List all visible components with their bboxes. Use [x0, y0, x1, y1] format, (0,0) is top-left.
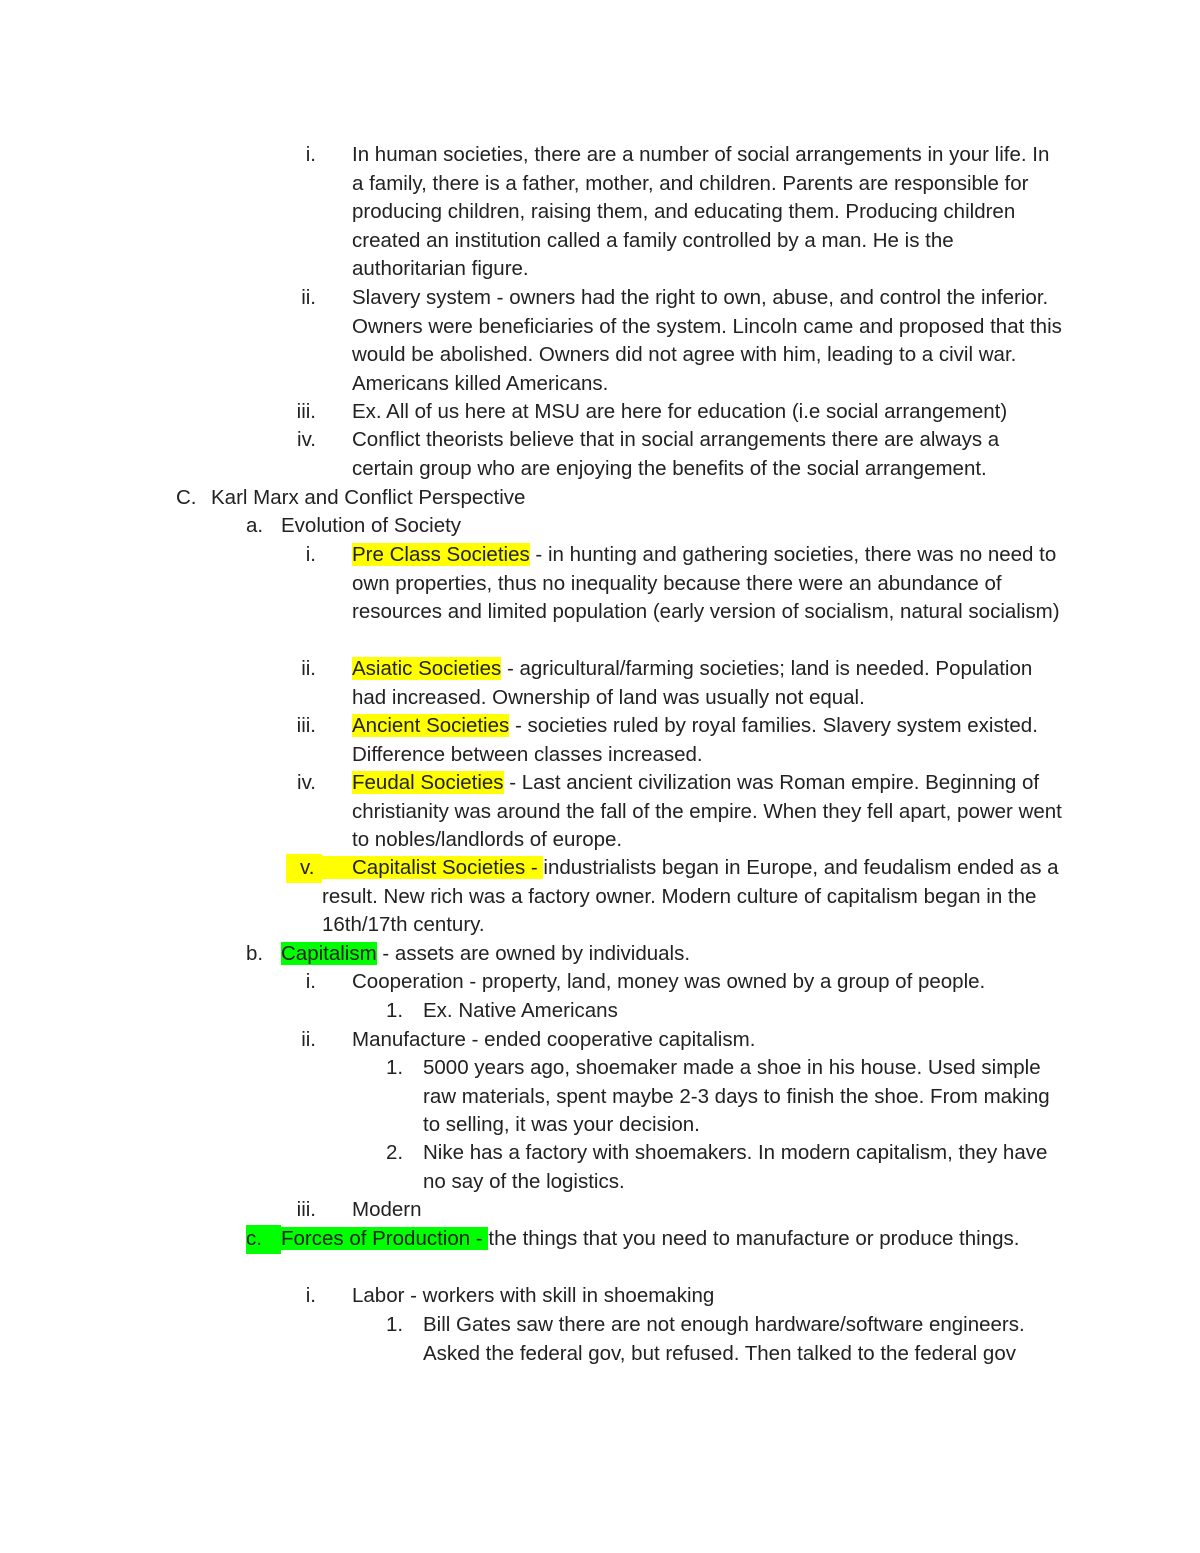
list-marker: iii. [296, 400, 316, 423]
list-item [286, 426, 1062, 483]
list-marker: b. [246, 942, 264, 965]
list-marker: v. [286, 854, 322, 883]
highlighted-term: Pre Class Societies [352, 543, 530, 566]
list-marker: ii. [301, 1028, 316, 1051]
society-item-capitalist [286, 854, 1062, 940]
society-item-asiatic [286, 655, 1062, 712]
list-marker: c. [246, 1225, 281, 1254]
subsection-text: the things that you need to manufacture or produce things. [488, 1227, 1020, 1250]
list-item-text: industrialists began in Europe, and feudalism ended as a result. New rich was a factory owner. Modern culture of capitalism began in the 16th/17th century. [322, 856, 1059, 936]
list-item-text: - societies ruled by royal families. Slavery system existed. Difference between classes increased. [352, 714, 1038, 766]
list-marker: i. [305, 143, 316, 166]
list-item-text: Manufacture - ended cooperative capitalism. [352, 1028, 756, 1051]
highlighted-term: Ancient Societies [352, 714, 510, 737]
subsection-forces-of-production [246, 1225, 1056, 1254]
list-item-text: 5000 years ago, shoemaker made a shoe in his house. Used simple raw materials, spent maybe 2-3 days to finish the shoe. From making to selling, it was your decision. [423, 1056, 1050, 1136]
list-marker: 1. [386, 1313, 404, 1336]
list-marker: ii. [301, 286, 316, 309]
list-marker: iv. [297, 771, 316, 794]
list-marker: iv. [297, 428, 316, 451]
highlighted-term: Asiatic Societies [352, 657, 502, 680]
list-item-labor-example [386, 1311, 1066, 1368]
list-item-text: - in hunting and gathering societies, there was no need to own properties, thus no inequality because there were an abundance of resources and limited population (early version of socialism, natural socialism) [352, 543, 1060, 623]
list-item-text: Slavery system - owners had the right to own, abuse, and control the inferior. Owners were beneficiaries of the system. Lincoln came and proposed that this would be abolished. Owners did not agree with him, leading to a civil war. Americans killed Americans. [352, 286, 1062, 395]
list-item-manufacture [286, 1026, 1062, 1055]
list-item-text: - Last ancient civilization was Roman empire. Beginning of christianity was around the fall of the empire. When they fell apart, power went to nobles/landlords of europe. [352, 771, 1062, 851]
list-item-cooperation-example [386, 997, 1066, 1026]
section-heading-text: Karl Marx and Conflict Perspective [211, 486, 526, 509]
list-item [286, 398, 1062, 427]
highlighted-term: Forces of Production - [281, 1227, 489, 1250]
list-marker: 1. [386, 999, 404, 1022]
list-item-manufacture-1 [386, 1054, 1066, 1140]
highlighted-term: Feudal Societies [352, 771, 504, 794]
section-heading-c [176, 484, 1056, 513]
list-item [286, 141, 1062, 284]
list-marker: a. [246, 514, 264, 537]
list-marker: i. [305, 543, 316, 566]
list-marker: iii. [296, 714, 316, 737]
highlighted-term: Capitalist Societies - [322, 856, 543, 879]
society-item-ancient [286, 712, 1062, 769]
list-item-text: Conflict theorists believe that in social arrangements there are always a certain group who are enjoying the benefits of the social arrangement. [352, 428, 1000, 480]
list-item [286, 284, 1062, 398]
list-item-text: Ex. Native Americans [423, 999, 618, 1022]
list-marker: 1. [386, 1056, 404, 1079]
list-item-cooperation [286, 968, 1062, 997]
list-item-text: Nike has a factory with shoemakers. In modern capitalism, they have no say of the logistics. [423, 1141, 1048, 1193]
society-item-feudal [286, 769, 1062, 855]
highlighted-term: Capitalism [281, 942, 377, 965]
list-marker: 2. [386, 1141, 404, 1164]
list-item-text: Bill Gates saw there are not enough hardware/software engineers. Asked the federal gov, but refused. Then talked to the federal gov [423, 1313, 1025, 1365]
list-item-manufacture-2 [386, 1139, 1066, 1196]
list-item-modern [286, 1196, 1062, 1225]
list-item-text: - agricultural/farming societies; land is needed. Population had increased. Ownership of land was usually not equal. [352, 657, 1033, 709]
society-item-pre-class [286, 541, 1062, 627]
list-marker: i. [305, 1284, 316, 1307]
subsection-text: - assets are owned by individuals. [376, 942, 691, 965]
list-marker: C. [176, 486, 197, 509]
list-item-text: Labor - workers with skill in shoemaking [352, 1284, 715, 1307]
subsection-evolution [246, 512, 1056, 541]
list-item-text: In human societies, there are a number of social arrangements in your life. In a family, there is a father, mother, and children. Parents are responsible for producing children, raising them, and educating them. Producing children created an institution called a family controlled by a man. He is the authoritarian figure. [352, 143, 1050, 280]
list-marker: iii. [296, 1198, 316, 1221]
list-marker: ii. [301, 657, 316, 680]
list-item-labor [286, 1282, 1062, 1311]
list-item-text: Ex. All of us here at MSU are here for education (i.e social arrangement) [352, 400, 1008, 423]
list-marker: i. [305, 970, 316, 993]
list-item-text: Modern [352, 1198, 422, 1221]
subsection-capitalism [246, 940, 1056, 969]
subsection-text: Evolution of Society [281, 514, 462, 537]
list-item-text: Cooperation - property, land, money was owned by a group of people. [352, 970, 986, 993]
